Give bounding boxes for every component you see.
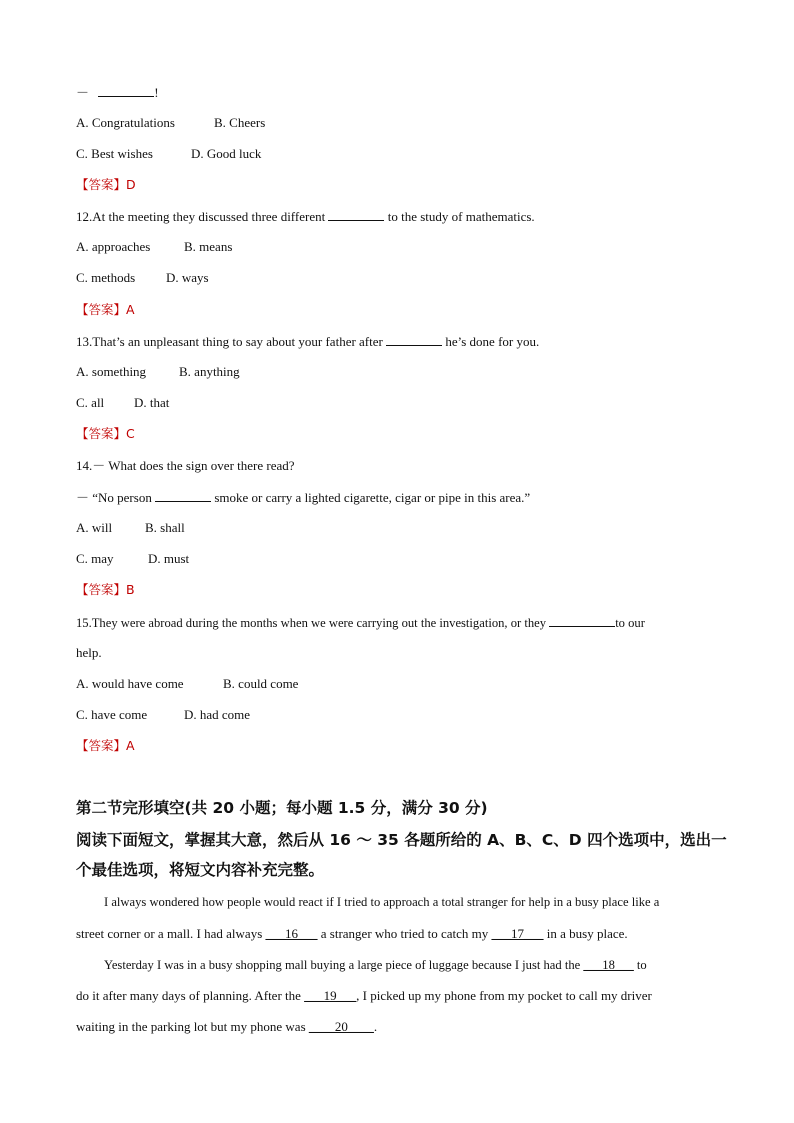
passage-text: , I picked up my phone from my pocket to call my driver [356,988,652,1003]
q13-option-a: A. something [76,364,147,379]
blank-16: ___16___ [265,926,318,941]
q11-answer [76,177,136,193]
q15-option-b: B. could come [223,676,299,691]
q11-blank [98,84,154,97]
q15-option-c: C. have come [76,707,148,722]
q12-option-c: C. methods [76,270,136,285]
q12-blank [328,208,384,221]
section-instruction-line2: 个最佳选项，将短文内容补充完整。 [76,861,325,879]
answer-label: 【答案】 [76,426,127,441]
passage-p2-line3 [76,1019,377,1035]
section-instruction-line1: 阅读下面短文，掌握其大意，然后从 16 ～ 35 各题所给的 A、B、C、D 四个选项中，选出一 [76,831,727,849]
passage-text: a stranger who tried to catch my [317,926,492,941]
section-title: 第二节完形填空(共 20 小题；每小题 1.5 分，满分 30 分) [76,799,488,817]
passage-text: in a busy place. [543,926,628,941]
passage-p1-line1: I always wondered how people would react if I tried to approach a total stranger for help in a busy place like a [104,895,660,909]
q14-stem-line2 [76,489,530,506]
q13-blank [386,333,442,346]
answer-label: 【答案】 [76,302,127,317]
q12-answer [76,302,135,318]
q12-stem [76,208,535,225]
q13-answer [76,426,135,442]
passage-text: waiting in the parking lot but my phone was [76,1019,309,1034]
blank-18: ___18___ [583,958,634,972]
q12-stem-post: to the study of mathematics. [384,209,535,224]
q13-stem-pre: 13.That’s an unpleasant thing to say about your father after [76,334,387,349]
answer-value: C [126,426,135,441]
answer-label: 【答案】 [76,582,127,597]
q15-answer [76,738,135,754]
q15-option-d: D. had come [184,707,251,722]
passage-text: . [373,1019,378,1034]
q12-option-a: A. approaches [76,239,151,254]
q11-exclaim: ! [154,85,159,100]
blank-19: ___19___ [304,988,357,1003]
answer-value: A [126,302,135,317]
passage-text: to [633,958,647,972]
passage-p1-line2 [76,926,628,942]
q12-option-b: B. means [184,239,233,254]
answer-label: 【答案】 [76,177,127,192]
q11-dash: － [76,85,90,100]
q15-stem-post: to our [615,616,645,630]
q14-stem2-post: smoke or carry a lighted cigarette, cigar or pipe in this area.” [211,490,531,505]
passage-text: do it after many days of planning. After the [76,988,305,1003]
passage-p2-line1 [104,957,647,973]
q13-option-d: D. that [134,395,170,410]
blank-20: ____20____ [308,1019,374,1034]
answer-value: A [126,738,135,753]
q14-option-c: C. may [76,551,114,566]
q15-option-a: A. would have come [76,676,184,691]
q14-blank [155,489,211,502]
q13-stem [76,333,539,350]
answer-value: B [126,582,135,597]
q11-option-b: B. Cheers [214,115,266,130]
blank-17: ___17___ [491,926,544,941]
q15-blank [549,614,615,627]
passage-text: Yesterday I was in a busy shopping mall buying a large piece of luggage because I just had the [104,958,584,972]
q12-stem-pre: 12.At the meeting they discussed three different [76,209,329,224]
q14-answer [76,582,135,598]
q13-option-c: C. all [76,395,105,410]
q13-option-b: B. anything [179,364,240,379]
passage-p2-line2 [76,988,652,1004]
q14-option-d: D. must [148,551,190,566]
q11-option-a: A. Congratulations [76,115,175,130]
q14-stem-line1: 14.－ What does the sign over there read? [76,458,295,473]
q15-stem-line1 [76,614,645,631]
q15-stem-pre: 15.They were abroad during the months when we were carrying out the investigation, or they [76,616,550,630]
q13-stem-post: he’s done for you. [442,334,540,349]
q14-option-a: A. will [76,520,113,535]
answer-label: 【答案】 [76,738,127,753]
q14-option-b: B. shall [145,520,185,535]
q15-stem-line2: help. [76,645,102,660]
passage-text: street corner or a mall. I had always [76,926,266,941]
q11-stem [76,84,159,101]
q12-option-d: D. ways [166,270,209,285]
q14-stem2-pre: － “No person [76,490,156,505]
q11-option-c: C. Best wishes [76,146,153,161]
q11-option-d: D. Good luck [191,146,262,161]
answer-value: D [126,177,136,192]
